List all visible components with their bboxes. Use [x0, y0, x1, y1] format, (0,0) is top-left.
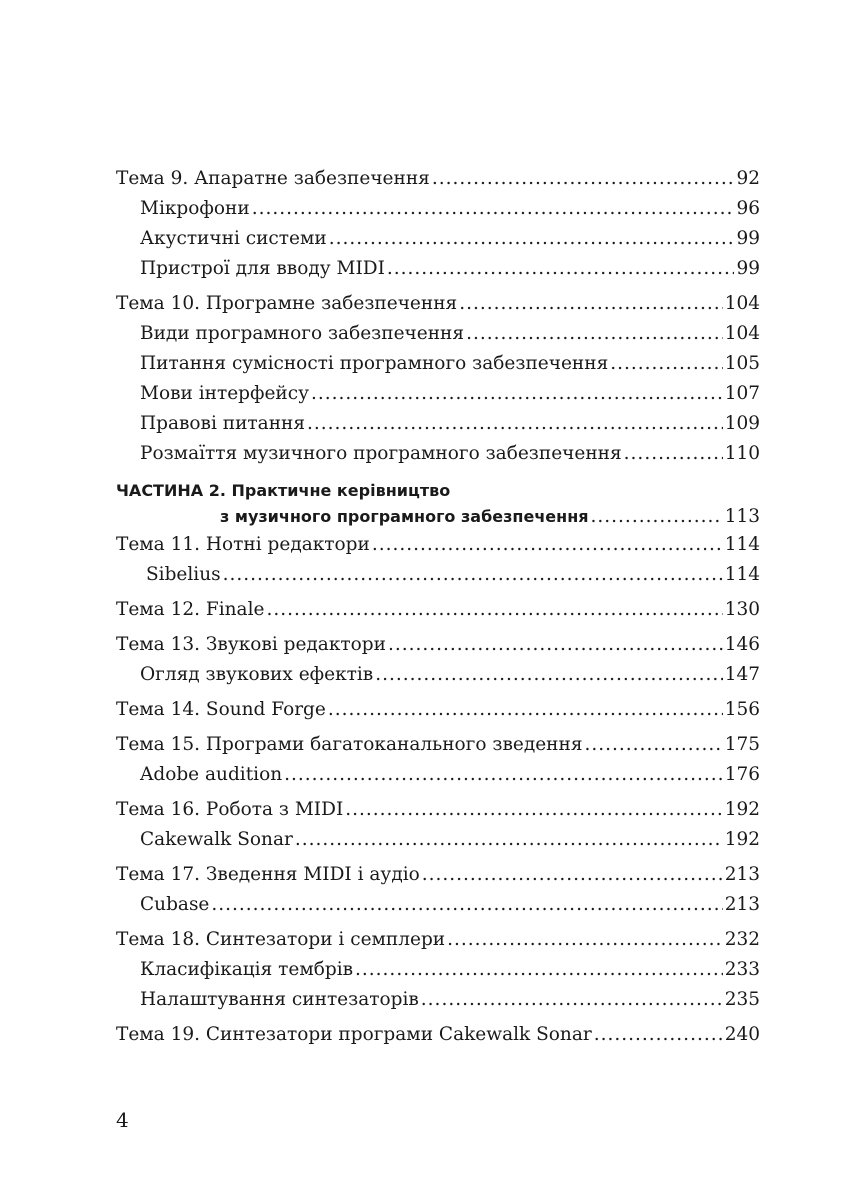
toc-entry — [116, 925, 760, 955]
toc-entry-page: 104 — [724, 323, 760, 344]
toc-entry-page: 146 — [724, 634, 760, 655]
dot-leader — [466, 319, 723, 349]
toc-entry-title: Тема 13. Звукові редактори — [116, 634, 386, 655]
dot-leader — [252, 194, 735, 224]
toc-entry — [116, 595, 760, 625]
part-page: 113 — [724, 506, 760, 527]
dot-leader — [388, 630, 723, 660]
toc-entry-page: 99 — [736, 228, 760, 249]
toc-entry-title: Cakewalk Sonar — [140, 829, 293, 850]
toc-entry-page: 235 — [724, 989, 760, 1010]
toc-entry — [116, 439, 760, 469]
toc-entry-page: 130 — [724, 599, 760, 620]
dot-leader — [421, 985, 723, 1015]
toc-entry-page: 114 — [724, 534, 760, 555]
toc-entry — [116, 795, 760, 825]
dot-leader — [328, 695, 723, 725]
dot-leader — [295, 825, 723, 855]
toc-entry-page: 105 — [724, 353, 760, 374]
toc-entry-page: 96 — [736, 198, 760, 219]
toc-entry-title: Тема 19. Синтезатори програми Cakewalk Sonar — [116, 1024, 592, 1045]
dot-leader — [594, 1020, 723, 1050]
toc-entry — [116, 760, 760, 790]
toc-entry — [116, 164, 760, 194]
dot-leader — [307, 409, 723, 439]
dot-leader — [211, 890, 722, 920]
dot-leader — [266, 595, 722, 625]
dot-leader — [591, 504, 723, 530]
toc-entry-page: 192 — [724, 799, 760, 820]
dot-leader — [585, 730, 723, 760]
toc-entry — [116, 319, 760, 349]
toc-entry-page: 233 — [724, 959, 760, 980]
dot-leader — [329, 224, 735, 254]
toc-entry-title: Тема 11. Нотні редактори — [116, 534, 370, 555]
toc-entry-title: Тема 9. Апаратне забезпечення — [116, 168, 430, 189]
toc-entry-page: 213 — [724, 864, 760, 885]
toc-entry — [116, 379, 760, 409]
toc-entry-title: Тема 14. Sound Forge — [116, 699, 326, 720]
toc-entry-title: Огляд звукових ефектів — [140, 664, 374, 685]
page-number: 4 — [116, 1108, 129, 1132]
toc-entry — [116, 224, 760, 254]
toc-entry — [116, 560, 760, 590]
toc-entry-page: 104 — [724, 293, 760, 314]
toc-entry-title: Тема 16. Робота з MIDI — [116, 799, 344, 820]
dot-leader — [284, 760, 723, 790]
toc-entry-title: Розмаїття музичного програмного забезпечення — [140, 443, 622, 464]
dot-leader — [345, 795, 722, 825]
part-title: ЧАСТИНА 2. Практичне керівництво — [116, 481, 451, 500]
toc-entry-page: 92 — [736, 168, 760, 189]
toc-entry-page: 114 — [724, 564, 760, 585]
part-subtitle: з музичного програмного забезпечення — [220, 507, 589, 526]
part-heading — [116, 478, 760, 530]
toc-entry — [116, 730, 760, 760]
toc-entry-page: 213 — [724, 894, 760, 915]
toc-entry — [116, 530, 760, 560]
toc-entry — [116, 955, 760, 985]
toc-entry-title: Налаштування синтезаторів — [140, 989, 419, 1010]
dot-leader — [372, 530, 723, 560]
toc-entry-title: Тема 10. Програмне забезпечення — [116, 293, 458, 314]
toc-entry-page: 109 — [724, 413, 760, 434]
toc-entry — [116, 695, 760, 725]
toc-entry — [116, 349, 760, 379]
toc-entry-title: Adobe audition — [140, 764, 283, 785]
toc-entry — [116, 985, 760, 1015]
toc-entry — [116, 289, 760, 319]
dot-leader — [447, 925, 723, 955]
toc-entry — [116, 630, 760, 660]
toc-entry-page: 107 — [724, 383, 760, 404]
dot-leader — [355, 955, 723, 985]
toc-entry — [116, 825, 760, 855]
toc-entry-title: Sibelius — [146, 564, 221, 585]
toc-entry-title: Тема 12. Finale — [116, 599, 265, 620]
dot-leader — [624, 439, 723, 469]
toc-entry-title: Тема 15. Програми багатоканального зведення — [116, 734, 583, 755]
toc-entry — [116, 254, 760, 284]
toc-entry-title: Мови інтерфейсу — [140, 383, 309, 404]
dot-leader — [432, 164, 735, 194]
toc-entry-title: Мікрофони — [140, 198, 250, 219]
toc-entry-title: Правові питання — [140, 413, 306, 434]
toc-entry-title: Види програмного забезпечення — [140, 323, 465, 344]
toc-entry — [116, 890, 760, 920]
dot-leader — [610, 349, 722, 379]
toc-entry — [116, 409, 760, 439]
dot-leader — [375, 660, 722, 690]
toc-entry-title: Cubase — [140, 894, 210, 915]
toc-entry-page: 147 — [724, 664, 760, 685]
toc-entry — [116, 660, 760, 690]
toc-entry-title: Класифікація тембрів — [140, 959, 354, 980]
toc-entry-page: 175 — [724, 734, 760, 755]
part-subtitle-row — [116, 504, 760, 530]
toc-entry-page: 192 — [724, 829, 760, 850]
toc-entry-title: Тема 18. Синтезатори і семплери — [116, 929, 446, 950]
dot-leader — [311, 379, 723, 409]
dot-leader — [422, 860, 723, 890]
toc-entry-page: 232 — [724, 929, 760, 950]
toc-entry-page: 176 — [724, 764, 760, 785]
toc-entry-title: Тема 17. Зведення MIDI і аудіо — [116, 864, 420, 885]
toc-entry — [116, 1020, 760, 1050]
dot-leader — [223, 560, 723, 590]
toc-entry-title: Питання сумісності програмного забезпечення — [140, 353, 609, 374]
toc-entry-page: 240 — [724, 1024, 760, 1045]
dot-leader — [459, 289, 722, 319]
toc-entry-page: 110 — [724, 443, 760, 464]
toc-entry-page: 99 — [736, 258, 760, 279]
toc-entry — [116, 860, 760, 890]
toc-entry — [116, 194, 760, 224]
toc-entry-title: Пристрої для вводу MIDI — [140, 258, 385, 279]
dot-leader — [387, 254, 735, 284]
toc-entry-page: 156 — [724, 699, 760, 720]
table-of-contents — [116, 164, 760, 1050]
toc-entry-title: Акустичні системи — [140, 228, 327, 249]
